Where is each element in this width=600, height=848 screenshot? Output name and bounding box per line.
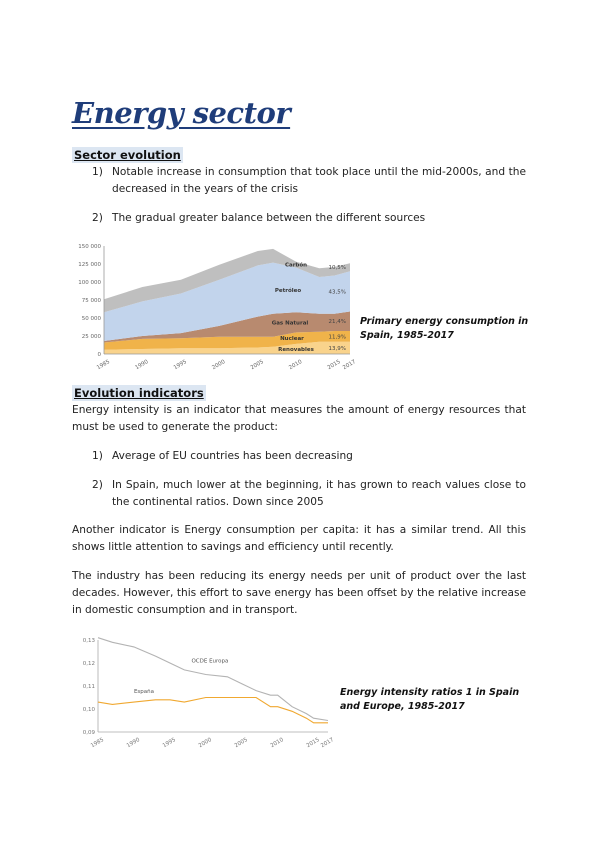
x-tick-label: 2005 — [249, 359, 265, 372]
y-tick-label: 100 000 — [78, 280, 101, 286]
y-tick-label: 0 — [97, 352, 101, 358]
list-number: 2) — [92, 212, 103, 224]
y-tick-label: 150 000 — [78, 244, 101, 250]
list-number: 1) — [92, 450, 103, 462]
series-share-label: 10,5% — [328, 265, 346, 272]
section-heading-sector-evolution: Sector evolution — [74, 148, 181, 162]
x-tick-label: 2010 — [288, 359, 304, 372]
y-tick-label: 25 000 — [81, 334, 101, 340]
y-tick-label: 50 000 — [81, 316, 101, 322]
x-tick-label: 2015 — [305, 737, 321, 750]
x-tick-label: 1985 — [95, 359, 112, 372]
x-tick-label: 2015 — [326, 359, 342, 372]
page-title: Energy sector — [72, 96, 291, 130]
x-tick-label: 1995 — [172, 359, 188, 372]
x-tick-label: 1985 — [89, 737, 106, 750]
series-label: Nuclear — [280, 336, 304, 343]
list-text: In Spain, much lower at the beginning, it has grown to reach values close to the continental ratios. Down since 2005 — [112, 479, 526, 508]
series-label: España — [133, 689, 154, 696]
x-tick-label: 1990 — [134, 359, 150, 372]
x-tick-label: 2017 — [319, 737, 336, 750]
series-share-label: 43,5% — [328, 289, 346, 296]
section-heading-evolution-indicators: Evolution indicators — [74, 386, 204, 400]
series-label: Renovables — [278, 346, 314, 353]
y-tick-label: 0,09 — [82, 730, 95, 736]
y-tick-label: 0,13 — [82, 638, 95, 644]
energy-consumption-chart — [68, 236, 360, 382]
y-tick-label: 0,10 — [82, 707, 95, 713]
list-text: The gradual greater balance between the different sources — [112, 212, 426, 224]
list-text: Notable increase in consumption that took place until the mid-2000s, and the decreased in the years of the crisis — [112, 166, 526, 195]
x-tick-label: 2010 — [269, 737, 285, 750]
x-tick-label: 2000 — [211, 359, 227, 372]
intro-paragraph: Energy intensity is an indicator that measures the amount of energy resources that must be used to generate the product: — [72, 404, 526, 433]
line-espa-a — [98, 698, 328, 723]
x-tick-label: 2005 — [233, 737, 249, 750]
figure1-caption: Primary energy consumption in Spain, 1985-2017 — [360, 316, 529, 341]
series-share-label: 11,9% — [328, 334, 346, 341]
list-number: 2) — [92, 479, 103, 491]
series-share-label: 21,4% — [328, 319, 346, 326]
series-share-label: 13,9% — [328, 345, 346, 352]
y-tick-label: 0,12 — [82, 661, 95, 667]
paragraph: Another indicator is Energy consumption per capita: it has a similar trend. All this shows little attention to savings and efficiency until recently. — [72, 524, 526, 553]
x-tick-label: 1995 — [161, 737, 177, 750]
paragraph: The industry has been reducing its energy needs per unit of product over the last decades. However, this effort to save energy has been offset by the relative increase in domestic consumption and in transport. — [72, 570, 526, 616]
x-tick-label: 2000 — [197, 737, 213, 750]
series-label: Carbón — [284, 262, 308, 269]
series-label: Gas Natural — [271, 320, 309, 327]
y-tick-label: 0,11 — [82, 684, 95, 690]
y-tick-label: 125 000 — [78, 262, 101, 268]
figure2-caption: Energy intensity ratios 1 in Spain and Europe, 1985-2017 — [340, 687, 520, 712]
list-text: Average of EU countries has been decreasing — [112, 450, 353, 462]
energy-intensity-chart — [68, 632, 338, 750]
y-tick-label: 75 000 — [81, 298, 101, 304]
x-tick-label: 2017 — [341, 359, 358, 372]
x-tick-label: 1990 — [125, 737, 141, 750]
line-ocde-europa — [98, 638, 328, 721]
series-label: OCDE Europa — [191, 658, 229, 665]
series-label: Petróleo — [274, 287, 302, 294]
list-number: 1) — [92, 166, 103, 178]
